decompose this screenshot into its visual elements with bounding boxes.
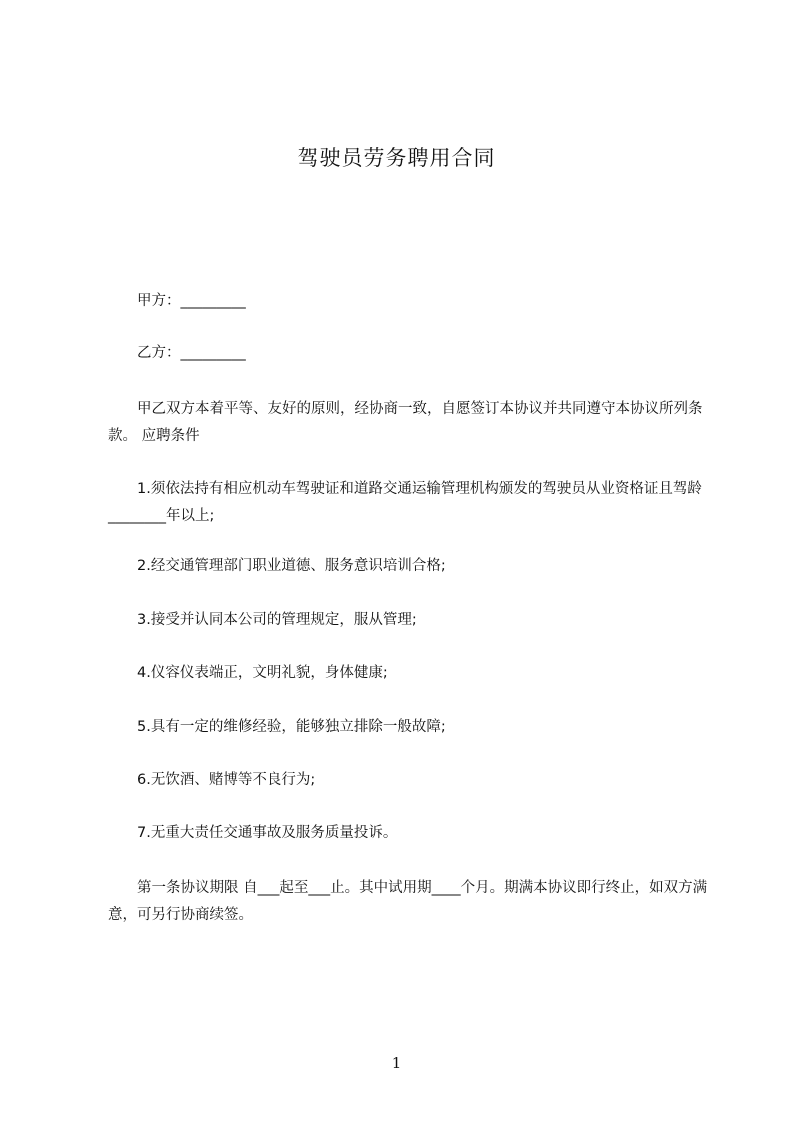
condition-item: 5.具有一定的维修经验，能够独立排除一般故障;	[137, 719, 446, 735]
condition-item: 3.接受并认同本公司的管理规定，服从管理;	[137, 612, 417, 628]
condition-item: 6.无饮酒、赌博等不良行为;	[137, 772, 316, 788]
condition-item: 4.仪容仪表端正，文明礼貌，身体健康;	[137, 665, 388, 681]
party-a-line: 甲方：_________	[137, 293, 246, 309]
condition-item: 7.无重大责任交通事故及服务质量投诉。	[137, 825, 398, 841]
document-title: 驾驶员劳务聘用合同	[297, 146, 496, 170]
intro-paragraph: 甲乙双方本着平等、友好的原则，经协商一致，自愿签订本协议并共同遵守本协议所列条款。 应聘条件	[108, 401, 703, 444]
condition-item: 2.经交通管理部门职业道德、服务意识培训合格;	[137, 558, 446, 574]
article-1-paragraph: 第一条协议期限 自___起至___止。其中试用期____个月。期满本协议即行终止，如双方满意，可另行协商续签。	[108, 880, 708, 923]
condition-item: 1.须依法持有相应机动车驾驶证和道路交通运输管理机构颁发的驾驶员从业资格证且驾龄________年以上;	[108, 481, 702, 524]
party-b-line: 乙方：_________	[137, 345, 246, 361]
page-number: 1	[391, 1054, 402, 1072]
